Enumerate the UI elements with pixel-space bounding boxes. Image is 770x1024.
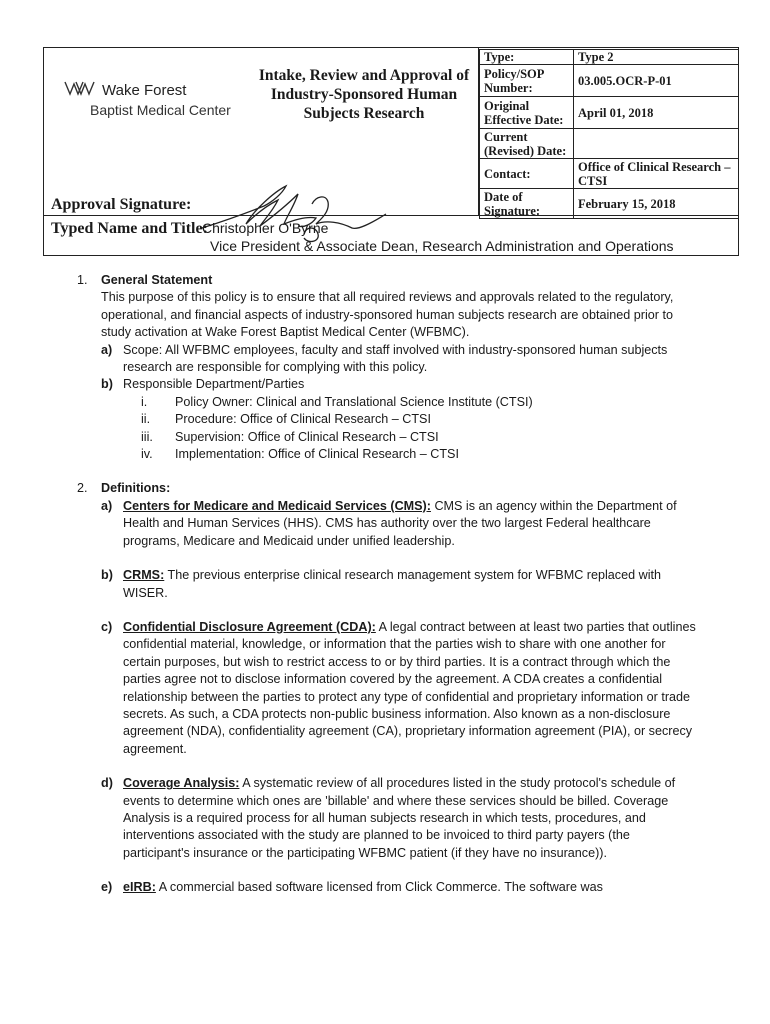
definition-item: e) eIRB: A commercial based software licensed from Click Commerce. The software was (101, 880, 603, 895)
definition-text: A legal contract between at least two parties that outlines confidential material, knowledge, or information that the parties wish to share with one another for certain purposes, but wish to restrict access to or by third parties. It is a contract through which the parties agree not to disclose information covered by the agreement. A CDA creates a confidential relationship between the parties to protect any type of confidential and proprietary information or trade secrets. As such, a CDA protects non-public business information. Also known as a non-disclosure agreement (NDA), confidentiality agreement (CA), proprietary information agreement (PIA), or secrecy agreement. (123, 619, 696, 756)
definition-term: eIRB: (123, 880, 156, 895)
definition-item: a) Centers for Medicare and Medicaid Services (CMS): CMS is an agency within the Department of Health and Human Services (HHS). CMS has authority over the two largest Federal healthcare programs, Medicare and Medicaid under unified leadership. (101, 498, 677, 548)
signer-name: Christopher O'Byrne (202, 220, 329, 236)
document-header (43, 47, 739, 256)
responsible-parties-text: Responsible Department/Parties (123, 377, 305, 392)
list-item: a) Scope: All WFBMC employees, faculty and staff involved with industry-sponsored human subjects research are responsible for complying with this policy. (101, 342, 697, 377)
definition-term: Centers for Medicare and Medicaid Services (CMS): (123, 498, 431, 513)
meta-key: Type: (480, 50, 574, 65)
definition-term: Confidential Disclosure Agreement (CDA): (123, 619, 376, 634)
section-text: This purpose of this policy is to ensure that all required reviews and approvals related to the regulatory, operational, and financial aspects of industry-sponsored human subjects research are obtained prior to study activation at Wake Forest Baptist Medical Center (WFBMC). (101, 290, 674, 340)
meta-value: Office of Clinical Research – CTSI (574, 159, 739, 189)
definition-item: b) CRMS: The previous enterprise clinical research management system for WFBMC replaced with WISER. (101, 568, 661, 600)
section-number: 1. (77, 273, 88, 287)
list-item: b) Responsible Department/Parties (101, 376, 697, 393)
scope-text: Scope: All WFBMC employees, faculty and staff involved with industry-sponsored human subjects research are responsible for complying with this policy. (123, 342, 668, 375)
signer-title: Vice President & Associate Dean, Research Administration and Operations (210, 238, 674, 254)
approval-signature-label: Approval Signature: (51, 196, 192, 213)
section-heading: Definitions: (101, 481, 171, 496)
meta-value: 03.005.OCR-P-01 (574, 65, 739, 97)
roman-item: i. Policy Owner: Clinical and Translational Science Institute (CTSI) (141, 394, 533, 409)
roman-item: iv. Implementation: Office of Clinical Research – CTSI (141, 447, 459, 462)
roman-item: iii. Supervision: Office of Clinical Research – CTSI (141, 429, 439, 444)
meta-key: Contact: (480, 159, 574, 189)
meta-key: Policy/SOP Number: (480, 65, 574, 97)
logo-subtitle: Baptist Medical Center (90, 102, 231, 118)
section-general-statement (77, 272, 697, 463)
definition-term: CRMS: (123, 568, 165, 583)
meta-value: Type 2 (574, 50, 739, 65)
document-title: Intake, Review and Approval of Industry-Sponsored Human Subjects Research (258, 67, 470, 122)
meta-key: Current (Revised) Date: (480, 129, 574, 159)
logo (64, 76, 254, 136)
definition-text: A commercial based software licensed from Click Commerce. The software was (155, 880, 603, 895)
metadata-table (479, 49, 739, 219)
meta-value (574, 129, 739, 159)
document-body (77, 272, 697, 897)
meta-key: Original Effective Date: (480, 97, 574, 129)
section-number: 2. (77, 481, 88, 496)
definition-item: d) Coverage Analysis: A systematic review of all procedures listed in the study protocol's schedule of events to determine which ones are 'billable' and where these services should be billed. Coverage Analysis is a required process for all human subjects research in which tests, procedures, and interventions associated with the study are planned to be invoiced to third party payers (the participant's insurance or the participating WFBMC patient (if they have no insurance)). (101, 776, 676, 860)
definition-text: The previous enterprise clinical research management system for WFBMC replaced with WISER. (123, 568, 661, 600)
section-definitions (77, 480, 697, 896)
definition-text: CMS is an agency within the Department of Health and Human Services (HHS). CMS has authority over the two largest Federal healthcare programs, Medicare and Medicaid under unified leadership. (123, 498, 677, 548)
roman-item: ii. Procedure: Office of Clinical Research – CTSI (141, 412, 431, 427)
meta-value: February 15, 2018 (574, 189, 739, 219)
meta-value: April 01, 2018 (574, 97, 739, 129)
definition-item: c) Confidential Disclosure Agreement (CDA): A legal contract between at least two parties that outlines confidential material, knowledge, or information that the parties wish to share with one another for certain purposes, but wish to restrict access to or by third parties. It is a contract through which the parties agree not to disclose information covered by the agreement. A CDA creates a confidential relationship between the parties to protect any type of confidential and proprietary information or trade secrets. As such, a CDA protects non-public business information. Also known as a non-disclosure agreement (NDA), confidentiality agreement (CA), proprietary information agreement (PIA), or secrecy agreement. (101, 619, 696, 756)
logo-brand: Wake Forest (102, 82, 187, 99)
definition-text: A systematic review of all procedures listed in the study protocol's schedule of events to determine which ones are 'billable' and where these services should be billed. Coverage Analysis is a required process for all human subjects research in which tests, procedures, and interventions associated with the study are planned to be invoiced to third party payers (the participant's insurance or the participating WFBMC patient (if they have no insurance)). (123, 776, 676, 860)
meta-key: Date of Signature: (480, 189, 574, 219)
typed-name-label: Typed Name and Title: (51, 220, 208, 237)
section-heading: General Statement (101, 273, 213, 287)
wake-forest-logo-icon (64, 80, 100, 96)
definition-term: Coverage Analysis: (123, 776, 240, 791)
typed-name-row (44, 215, 738, 256)
